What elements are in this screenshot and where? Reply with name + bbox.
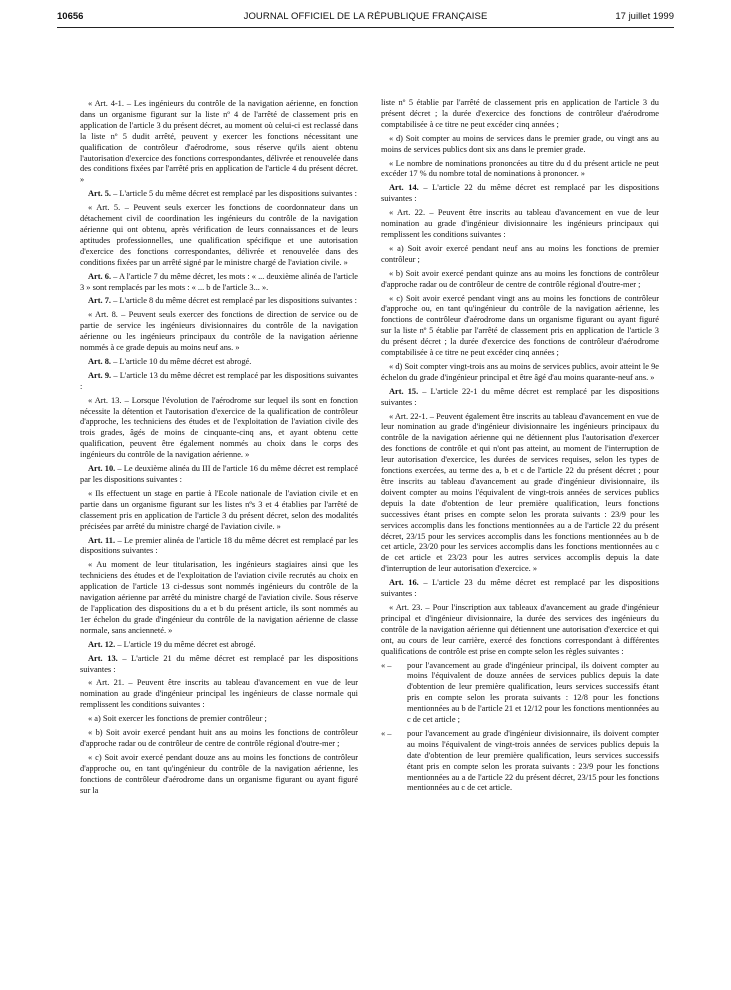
article-text: – Le deuxième alinéa du III de l'article 16 du même décret est remplacé par les dispositions suivantes : (80, 464, 358, 484)
page-header (57, 11, 674, 27)
list-item-text: pour l'avancement au grade d'ingénieur principal, ils doivent compter au moins l'équivalent de douze années de services publics depuis la date d'obtention de leur première qualification, leurs services successifs étant pris en compte selon les prorata suivants : 12/8 pour les fonctions mentionnées au b de l'article 21 et 12/12 pour les fonctions mentionnées au c de cet article ; (407, 660, 659, 725)
quoted-paragraph: « a) Soit avoir exercé pendant neuf ans au moins les fonctions de premier contrôleur ; (381, 243, 659, 264)
article-heading: Art. 8. (88, 356, 112, 366)
article-paragraph (381, 183, 659, 205)
quoted-paragraph: « b) Soit avoir exercé pendant quinze ans au moins les fonctions de contrôleur d'approche radar ou de contrôleur de centre de contrôle régional d'outre-mer ; (381, 268, 659, 289)
article-text: – L'article 21 du même décret est remplacé par les dispositions suivantes : (80, 653, 358, 674)
article-heading: Art. 5. (88, 189, 112, 199)
quoted-paragraph: « Ils effectuent un stage en partie à l'Ecole nationale de l'aviation civile et en partie dans un organisme figurant sur les listes nºs 3 et 4 établies par l'arrêté de classement pris en application de l'article 3 du présent décret, selon des modalités précisées par arrêté du ministre chargé de l'aviation civile. » (80, 488, 358, 531)
article-text: – L'article 5 du même décret est remplacé par les dispositions suivantes : (111, 189, 357, 199)
right-column (381, 98, 659, 797)
quoted-paragraph: « b) Soit avoir exercé pendant huit ans au moins les fonctions de contrôleur d'approche radar ou de contrôleur de centre de contrôle régional d'outre-mer ; (80, 728, 358, 748)
article-heading: Art. 9. (88, 370, 112, 380)
quoted-paragraph: « Art. 21. – Peuvent être inscrits au tableau d'avancement en vue de leur nomination au grade d'ingénieur principal les ingénieurs de classe normale qui remplissent les conditions suivantes : (80, 678, 358, 710)
quoted-paragraph: « Art. 22. – Peuvent être inscrits au tableau d'avancement en vue de leur nomination au grade d'ingénieur divisionnaire les ingénieurs principaux qui remplissent les conditions suivantes : (381, 208, 659, 239)
article-paragraph (80, 371, 358, 393)
article-heading: Art. 10. (88, 464, 116, 474)
article-text: – L'article 13 du même décret est remplacé par les dispositions suivantes : (80, 370, 358, 391)
article-heading: Art. 13. (88, 653, 118, 663)
article-paragraph (80, 357, 358, 368)
quoted-paragraph: « Au moment de leur titularisation, les ingénieurs stagiaires ainsi que les techniciens des études et de l'exploitation de l'aviation civile recrutés au choix en application de l'article 13 ci-dessus sont nommés ingénieurs du contrôle de la navigation aérienne par arrêté du ministre chargé de l'aviation civile. Sous réserve de l'application des dispositions du a et b du présent article, ils sont nommés au 1er échelon du grade d'ingénieur du contrôle de la navigation aérienne de classe normale, sans ancienneté. » (80, 560, 358, 635)
article-paragraph (80, 296, 358, 307)
page-number: 10656 (57, 11, 84, 22)
article-paragraph (80, 536, 358, 558)
article-heading: Art. 15. (389, 386, 419, 396)
article-heading: Art. 14. (389, 183, 419, 193)
quoted-paragraph: « Art. 8. – Peuvent seuls exercer des fonctions de direction de service ou de partie de service les ingénieurs divisionnaires du contrôle de la navigation aérienne ou les ingénieurs principaux du contrôle de la navigation aérienne nommés à ce grade depuis au moins neuf ans. » (80, 310, 358, 353)
publication-date: 17 juillet 1999 (615, 11, 674, 22)
article-heading: Art. 16. (389, 578, 419, 588)
quoted-paragraph: « d) Soit compter au moins de services dans le premier grade, ou vingt ans au moins de services publics dont six ans dans le premier grade. (381, 133, 659, 154)
quoted-paragraph: « Art. 4-1. – Les ingénieurs du contrôle de la navigation aérienne, en fonction dans un organisme figurant sur la liste nº 4 de l'arrêté de classement pris en application de l'article 3 du présent décret, au moment où celui-ci est reclassé dans la liste nº 5 dudit arrêté, peuvent y exercer les fonctions nécessitant une qualification de contrôleur d'aérodrome, sous réserve qu'ils aient obtenu l'autorisation d'exercice des fonctions correspondantes, délivrée et renouvelée dans des conditions fixées par l'arrêté pris en application de l'article 4 du présent décret. » (80, 99, 358, 185)
quoted-paragraph: « Art. 13. – Lorsque l'évolution de l'aérodrome sur lequel ils sont en fonction nécessite la détention et l'autorisation d'exercice de la qualification de contrôleur d'approche, les techniciens des études et de l'exploitation de l'aviation civile des trois grades, âgés de moins de cinquante-cinq ans, et ayant obtenu cette qualification, peuvent être également nommés au choix dans le corps des ingénieurs du contrôle de la navigation aérienne. » (80, 395, 358, 460)
article-paragraph (80, 654, 358, 676)
list-marker: « – (381, 660, 392, 670)
article-text: – L'article 19 du même décret est abrogé. (115, 639, 256, 649)
quoted-paragraph: « Art. 22-1. – Peuvent également être inscrits au tableau d'avancement en vue de leur nomination au grade d'ingénieur divisionnaire les ingénieurs principaux du contrôle de la navigation aérienne qui ne détiennent plus l'autorisation d'exercer des fonctions de contrôle et qui n'ont pas atteint, au moment de l'interruption de leur autorisation d'exercice, les durées de services requises, selon les types de fonctions exercées, au terme des a, b et c de l'article 22 du présent décret ; pour être inscrits au tableau d'avancement au grade d'ingénieur divisionnaire, ils doivent compter au moins l'équivalent de vingt-trois années de services publics depuis la date d'obtention de leur première qualification, leurs fonctions successives étant prises en compte selon les prorata suivants : 23/9 pour les services accomplis dans les fonctions mentionnées au a de l'article 22 du présent décret, 23/15 pour les services accomplis dans les fonctions mentionnées au b de cet article, 23/20 pour les services accomplis dans les fonctions mentionnées au c de cet article et 23/23 pour les autres services accomplis depuis la date d'interruption de leur autorisation d'exercice. » (381, 411, 659, 574)
quoted-paragraph: « Art. 5. – Peuvent seuls exercer les fonctions de coordonnateur dans un détachement civil de coordination les ingénieurs du contrôle de la navigation aérienne qui ont obtenu, après vérification de leurs connaissances et de leurs aptitudes professionnelles, une qualification spécifique et une autorisation d'exercice des fonctions correspondantes, délivrée et renouvelée dans des conditions fixées par un arrêté signé par le ministre chargé de l'aviation civile. » (80, 203, 358, 267)
quoted-paragraph: « d) Soit compter vingt-trois ans au moins de services publics, avoir atteint le 9e échelon du grade d'ingénieur principal et être âgé d'au moins quarante-neuf ans. » (381, 361, 659, 382)
article-paragraph (381, 578, 659, 600)
article-text: – L'article 8 du même décret est remplacé par les dispositions suivantes : (111, 296, 357, 306)
article-heading: Art. 12. (88, 639, 116, 649)
article-heading: Art. 11. (88, 535, 116, 545)
article-text: – Le premier alinéa de l'article 18 du même décret est remplacé par les dispositions suivantes : (80, 535, 359, 556)
article-paragraph (80, 272, 358, 294)
header-rule (57, 27, 674, 28)
quoted-paragraph: « Le nombre de nominations prononcées au titre du d du présent article ne peut excéder 17 % du nombre total de nominations à prononcer. » (381, 158, 659, 179)
article-text: – L'article 22 du même décret est remplacé par les dispositions suivantes : (381, 183, 659, 204)
article-text: – L'article 23 du même décret est remplacé par les dispositions suivantes : (381, 578, 659, 599)
article-text: – L'article 22-1 du même décret est remplacé par les dispositions suivantes : (381, 386, 660, 407)
continued-paragraph: liste nº 5 établie par l'arrêté de classement pris en application de l'article 3 du présent décret ; la durée d'exercice des fonctions de contrôleur d'aérodrome comptabilisée à ce titre ne peut excéder cinq années ; (381, 98, 659, 129)
dash-list (381, 661, 659, 795)
article-text: – A l'article 7 du même décret, les mots : « ... deuxième alinéa de l'article 3 » sont remplacés par les mots : « ... b de l'article 3... ». (80, 271, 358, 292)
quoted-paragraph: « Art. 23. – Pour l'inscription aux tableaux d'avancement au grade d'ingénieur principal et d'ingénieur divisionnaire, la durée des services des ingénieurs du contrôle de la navigation aérienne qui détiennent une autorisation d'exercice et qui ont, au cours de leur carrière, exercé des fonctions correspondant à différentes qualifications de contrôle est prise en compte selon les règles suivantes : (381, 602, 659, 656)
article-text: – L'article 10 du même décret est abrogé. (111, 356, 252, 366)
list-item (381, 661, 659, 726)
article-paragraph (80, 640, 358, 651)
list-item (381, 729, 659, 794)
article-heading: Art. 7. (88, 296, 112, 306)
article-paragraph (381, 387, 659, 409)
list-marker: « – (381, 728, 392, 738)
article-paragraph (80, 464, 358, 486)
quoted-paragraph: « c) Soit avoir exercé pendant douze ans au moins les fonctions de contrôleur d'approche ou, en tant qu'ingénieur du contrôle de la navigation aérienne, les fonctions de contrôleur d'aérodrome dans un organisme figurant ou ayant figuré sur la (80, 752, 358, 795)
list-item-text: pour l'avancement au grade d'ingénieur divisionnaire, ils doivent compter au moins l'équivalent de vingt-trois années de services publics depuis la date d'obtention de leur première qualification, leurs services successifs étant pris en compte selon les prorata suivants : 23/9 pour les fonctions mentionnées au a de l'article 22 du présent décret, 23/15 pour les fonctions mentionnées au c de cet article. (407, 728, 659, 793)
left-column (80, 99, 358, 799)
quoted-paragraph: « a) Soit exercer les fonctions de premier contrôleur ; (88, 714, 267, 724)
article-paragraph (80, 189, 358, 200)
article-heading: Art. 6. (88, 271, 112, 281)
journal-title: JOURNAL OFFICIEL DE LA RÉPUBLIQUE FRANÇAISE (243, 11, 488, 22)
quoted-paragraph: « c) Soit avoir exercé pendant vingt ans au moins les fonctions de contrôleur d'approche ou, en tant qu'ingénieur du contrôle de la navigation aérienne, les fonctions de contrôleur d'aérodrome dans un organisme figurant ou ayant figuré sur la liste nº 5 établie par l'arrêté de classement pris en application de l'article 3 du présent décret ; la durée d'exercice des fonctions de contrôleur d'aérodrome comptabilisée à ce titre ne peut excéder cinq années ; (381, 293, 659, 358)
